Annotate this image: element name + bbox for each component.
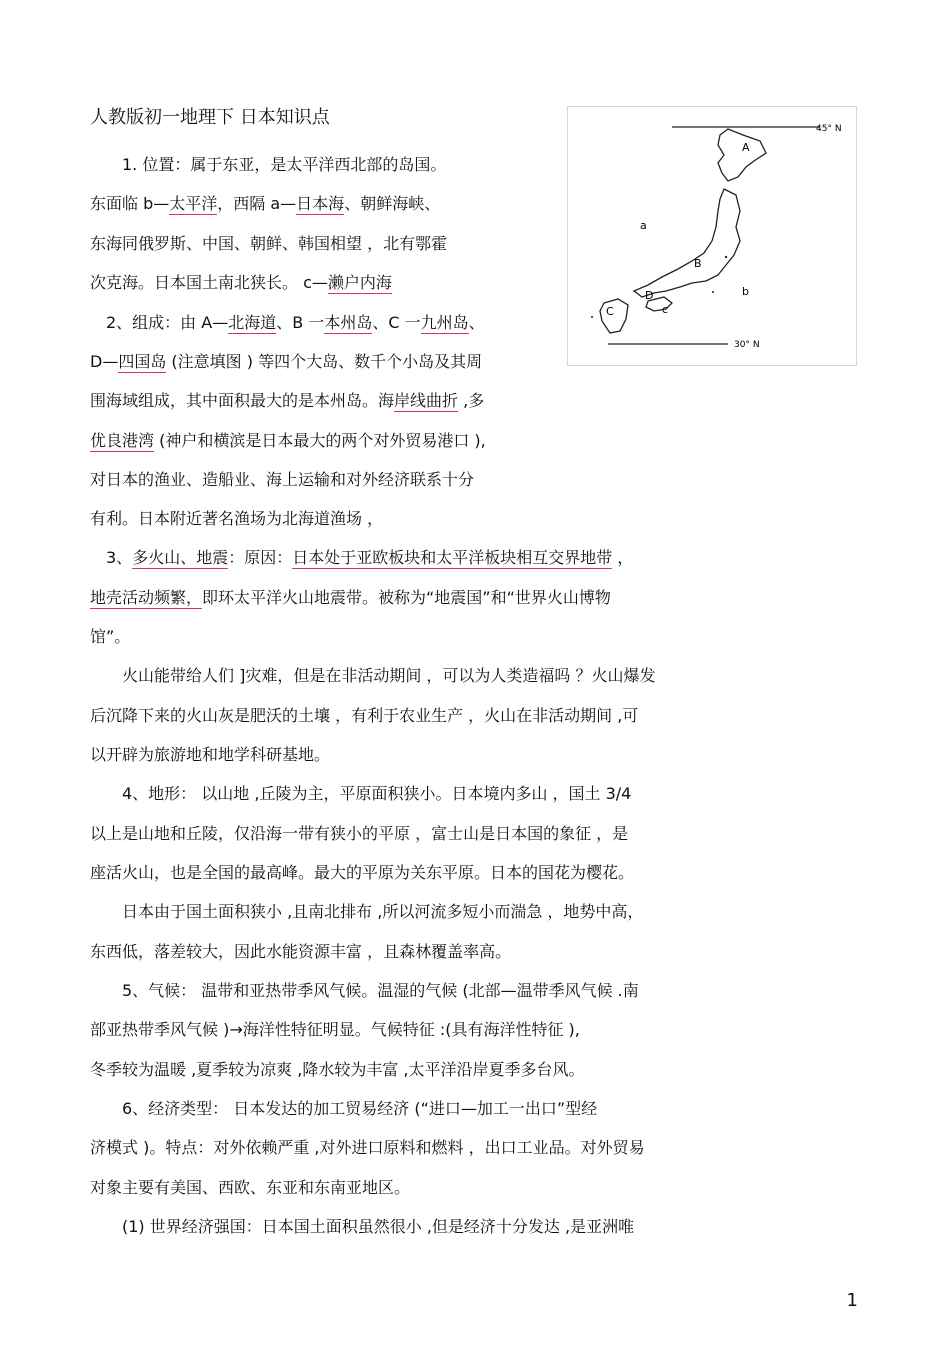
text-line xyxy=(90,942,511,962)
label-A: A xyxy=(742,141,750,154)
label-a: a xyxy=(640,219,647,232)
underlined-keyword: 多火山、地震 xyxy=(132,548,229,567)
text-line xyxy=(90,194,440,214)
text-segment: 4、地形： 以山地 ,丘陵为主，平原面积狭小。日本境内多山 ，国土 3/4 xyxy=(90,784,632,803)
text-line xyxy=(90,352,482,372)
text-line xyxy=(90,745,330,765)
text-segment: 馆”。 xyxy=(90,627,131,646)
text-segment: 、B 一 xyxy=(276,313,325,332)
text-line xyxy=(90,588,611,608)
text-segment: 火山能带给人们 ]灾难，但是在非活动期间 ，可以为人类造福吗 ？火山爆发 xyxy=(90,666,656,685)
text-line xyxy=(90,824,628,844)
label-30n: 30° N xyxy=(734,340,760,350)
text-segment: 以上是山地和丘陵，仅沿海一带有狭小的平原 ，富士山是日本国的象征 ，是 xyxy=(90,824,629,843)
text-segment: 后沉降下来的火山灰是肥沃的土壤 ，有利于农业生产 ，火山在非活动期间 ,可 xyxy=(90,706,639,725)
text-line xyxy=(90,509,383,529)
text-line xyxy=(90,706,638,726)
text-segment: 3、 xyxy=(90,548,133,567)
underlined-keyword: 濑户内海 xyxy=(327,273,392,292)
japan-map-svg xyxy=(568,107,856,365)
underlined-keyword: 九州岛 xyxy=(420,313,469,332)
text-line xyxy=(90,431,486,451)
text-segment: D— xyxy=(90,352,119,371)
text-line xyxy=(90,981,639,1001)
label-B: B xyxy=(694,257,702,270)
hokkaido-outline xyxy=(718,129,766,181)
underlined-keyword: 日本处于亚欧板块和太平洋板块相互交界地带 xyxy=(292,548,613,567)
underlined-keyword: 日本海 xyxy=(296,194,345,213)
text-line xyxy=(90,391,484,411)
text-line xyxy=(90,234,447,254)
text-segment: 6、经济类型： 日本发达的加工贸易经济 (“进口—加工一出口”型经 xyxy=(90,1099,598,1118)
text-segment: 部亚热带季风气候 )→海洋性特征明显。气候特征 :(具有海洋性特征 ), xyxy=(90,1020,580,1039)
text-segment: 对象主要有美国、西欧、东亚和东南亚地区。 xyxy=(90,1178,411,1197)
text-segment: 5、气候： 温带和亚热带季风气候。温湿的气候 (北部—温带季风气候 .南 xyxy=(90,981,639,1000)
text-line xyxy=(90,273,392,293)
text-segment: 、朝鲜海峡、 xyxy=(344,194,441,213)
kyushu-outline xyxy=(600,299,628,333)
text-segment: 、 xyxy=(468,313,485,332)
text-segment: (注意填图 ) 等四个大岛、数千个小岛及其周 xyxy=(166,352,483,371)
text-segment: 以开辟为旅游地和地学科研基地。 xyxy=(90,745,331,764)
text-segment: ， xyxy=(612,548,634,567)
text-segment: 东面临 b— xyxy=(90,194,170,213)
text-line xyxy=(90,1178,410,1198)
page-number: 1 xyxy=(846,1290,858,1311)
text-segment: 济模式 )。特点：对外依赖严重 ,对外进口原料和燃料 ，出口工业品。对外贸易 xyxy=(90,1138,645,1157)
text-segment: 冬季较为温暖 ,夏季较为凉爽 ,降水较为丰富 ,太平洋沿岸夏季多台风。 xyxy=(90,1060,585,1079)
text-line xyxy=(90,313,485,333)
text-line xyxy=(90,1099,597,1119)
text-segment: 围海域组成，其中面积最大的是本州岛。海 xyxy=(90,391,395,410)
text-line xyxy=(90,863,634,883)
text-line xyxy=(90,1060,585,1080)
text-segment: ：原因： xyxy=(228,548,293,567)
text-segment: (神户和横滨是日本最大的两个对外贸易港口 ), xyxy=(154,431,486,450)
page-title: 人教版初一地理下 日本知识点 xyxy=(90,107,330,128)
underlined-keyword: 太平洋 xyxy=(169,194,218,213)
label-c: c xyxy=(662,303,669,316)
text-segment: 对日本的渔业、造船业、海上运输和对外经济联系十分 xyxy=(90,470,475,489)
underlined-keyword: 地壳活动频繁， xyxy=(90,588,203,607)
text-line xyxy=(90,1217,634,1237)
label-D: D xyxy=(645,289,654,302)
text-line xyxy=(90,902,643,922)
text-segment: 座活火山，也是全国的最高峰。最大的平原为关东平原。日本的国花为樱花。 xyxy=(90,863,635,882)
text-segment: 东西低，落差较大，因此水能资源丰富 ，且森林覆盖率高。 xyxy=(90,942,512,961)
underlined-keyword: 岸线曲折 xyxy=(394,391,459,410)
text-line xyxy=(90,784,631,804)
text-segment: 东海同俄罗斯、中国、朝鲜、韩国相望 ，北有鄂霍 xyxy=(90,234,448,253)
underlined-keyword: 北海道 xyxy=(228,313,277,332)
underlined-keyword: 本州岛 xyxy=(324,313,373,332)
text-line xyxy=(90,666,656,686)
text-line xyxy=(90,548,633,568)
text-segment: 2、组成：由 A— xyxy=(90,313,229,332)
label-45n: 45° N xyxy=(816,124,842,134)
label-C: C xyxy=(606,305,614,318)
text-line xyxy=(90,470,474,490)
text-segment: 有利。日本附近著名渔场为北海道渔场 ， xyxy=(90,509,384,528)
japan-map-figure xyxy=(567,106,857,366)
text-segment: 次克海。日本国土南北狭长。 c— xyxy=(90,273,328,292)
text-segment: 、C 一 xyxy=(372,313,421,332)
underlined-keyword: 四国岛 xyxy=(118,352,167,371)
text-segment: 1. 位置：属于东亚，是太平洋西北部的岛国。 xyxy=(90,155,447,174)
text-line xyxy=(90,155,446,175)
text-segment: 即环太平洋火山地震带。被称为“地震国”和“世界火山博物 xyxy=(202,588,611,607)
underlined-keyword: 优良港湾 xyxy=(90,431,155,450)
label-b: b xyxy=(742,285,749,298)
text-line xyxy=(90,1138,645,1158)
text-segment: 日本由于国土面积狭小 ,且南北排布 ,所以河流多短小而湍急 ，地势中高， xyxy=(90,902,644,921)
text-segment: ,多 xyxy=(458,391,485,410)
honshu-outline xyxy=(634,189,740,297)
text-segment: (1) 世界经济强国：日本国土面积虽然很小 ,但是经济十分发达 ,是亚洲唯 xyxy=(90,1217,635,1236)
text-line xyxy=(90,627,130,647)
text-line xyxy=(90,1020,580,1040)
text-segment: ，西隔 a— xyxy=(217,194,297,213)
